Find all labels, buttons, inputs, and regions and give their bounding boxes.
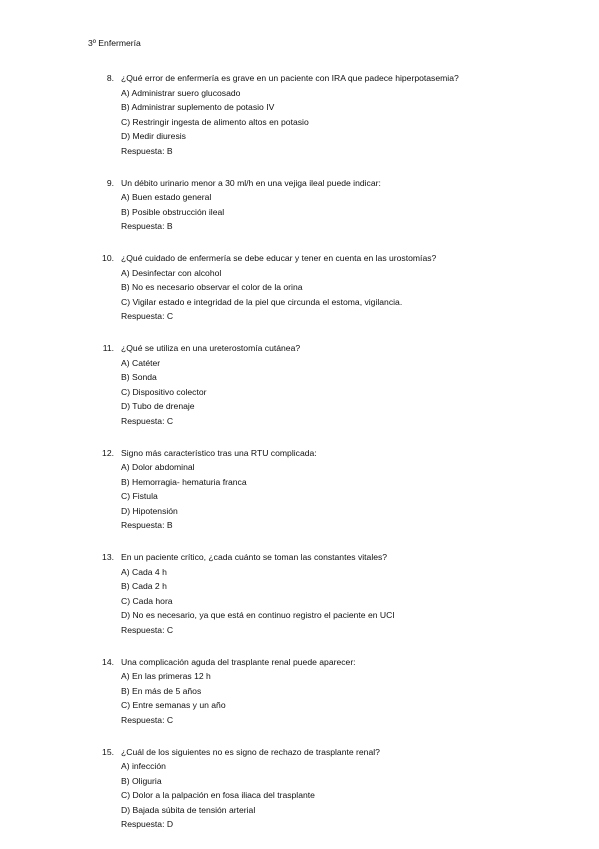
- question-line: [0, 341, 599, 356]
- page-header: 3º Enfermería: [88, 38, 141, 48]
- correct-answer: Respuesta: D: [121, 819, 174, 829]
- answer-option: B) No es necesario observar el color de la orina: [121, 282, 303, 292]
- question-text: Una complicación aguda del trasplante renal puede aparecer:: [121, 656, 356, 667]
- answer-option: D) Medir diuresis: [121, 131, 186, 141]
- question-list: [0, 71, 599, 849]
- question-number: 11.: [102, 343, 114, 353]
- answer-option: B) Administrar suplemento de potasio IV: [121, 102, 275, 112]
- answer-option: A) Desinfectar con alcohol: [121, 267, 222, 278]
- answer-option: C) Entre semanas y un año: [121, 700, 226, 710]
- correct-answer: Respuesta: B: [121, 520, 173, 530]
- question-line: [0, 550, 599, 565]
- question-number: 13.: [102, 552, 114, 562]
- question-text: ¿Qué cuidado de enfermería se debe educar y tener en cuenta en las urostomías?: [121, 253, 437, 263]
- question-text: ¿Qué se utiliza en una ureterostomía cutánea?: [121, 343, 301, 353]
- answer-option: D) Tubo de drenaje: [121, 401, 195, 411]
- question-line: [0, 655, 599, 670]
- correct-answer: Respuesta: B: [121, 221, 173, 231]
- answer-option: A) Administrar suero glucosado: [121, 87, 241, 98]
- correct-answer: Respuesta: C: [121, 415, 174, 426]
- answer-option: C) Fistula: [121, 491, 158, 501]
- answer-option: B) Oliguria: [121, 775, 162, 786]
- correct-answer: Respuesta: C: [121, 311, 174, 321]
- question-block: [0, 550, 599, 637]
- question-text: Un débito urinario menor a 30 ml/h en una vejiga ileal puede indicar:: [121, 177, 381, 188]
- answer-option: A) Cada 4 h: [121, 566, 167, 577]
- question-number: 15.: [102, 746, 114, 757]
- question-line: [0, 251, 599, 266]
- answer-option: D) Bajada súbita de tensión arterial: [121, 804, 256, 815]
- answer-option: D) No es necesario, ya que está en continuo registro el paciente en UCI: [121, 610, 395, 620]
- correct-answer: Respuesta: C: [121, 624, 174, 635]
- answer-option: A) Dolor abdominal: [121, 462, 195, 472]
- question-block: [0, 446, 599, 533]
- answer-option: C) Restringir ingesta de alimento altos en potasio: [121, 116, 309, 127]
- correct-answer: Respuesta: B: [121, 145, 173, 156]
- question-block: [0, 71, 599, 158]
- question-line: [0, 446, 599, 461]
- question-text: ¿Cuál de los siguientes no es signo de rechazo de trasplante renal?: [121, 746, 380, 757]
- answer-option: B) Hemorragia- hematuria franca: [121, 476, 247, 487]
- question-block: [0, 655, 599, 728]
- answer-option: B) Cada 2 h: [121, 581, 167, 591]
- answer-option: B) En más de 5 años: [121, 685, 202, 696]
- question-block: [0, 176, 599, 234]
- question-text: ¿Qué error de enfermería es grave en un paciente con IRA que padece hiperpotasemia?: [121, 73, 459, 83]
- question-number: 10.: [102, 253, 114, 263]
- answer-option: C) Cada hora: [121, 595, 173, 606]
- question-number: 9.: [106, 177, 114, 188]
- correct-answer: Respuesta: C: [121, 714, 174, 725]
- answer-option: C) Vigilar estado e integridad de la piel que circunda el estoma, vigilancia.: [121, 296, 403, 307]
- answer-option: B) Sonda: [121, 372, 157, 382]
- question-text: Signo más característico tras una RTU complicada:: [121, 447, 317, 458]
- question-number: 12.: [102, 447, 114, 458]
- question-line: [0, 745, 599, 760]
- answer-option: A) Catéter: [121, 357, 161, 368]
- question-line: [0, 176, 599, 191]
- answer-option: A) En las primeras 12 h: [121, 671, 211, 681]
- question-block: [0, 251, 599, 324]
- question-block: [0, 745, 599, 832]
- question-text: En un paciente crítico, ¿cada cuánto se toman las constantes vitales?: [121, 552, 388, 562]
- answer-option: A) infección: [121, 761, 166, 771]
- answer-option: C) Dispositivo colector: [121, 386, 207, 397]
- answer-option: A) Buen estado general: [121, 192, 212, 202]
- answer-option: D) Hipotensión: [121, 505, 178, 516]
- question-line: [0, 71, 599, 86]
- question-number: 8.: [106, 73, 114, 83]
- answer-option: C) Dolor a la palpación en fosa iliaca del trasplante: [121, 790, 315, 800]
- question-number: 14.: [102, 656, 114, 667]
- answer-option: B) Posible obstrucción ileal: [121, 206, 225, 217]
- question-block: [0, 341, 599, 428]
